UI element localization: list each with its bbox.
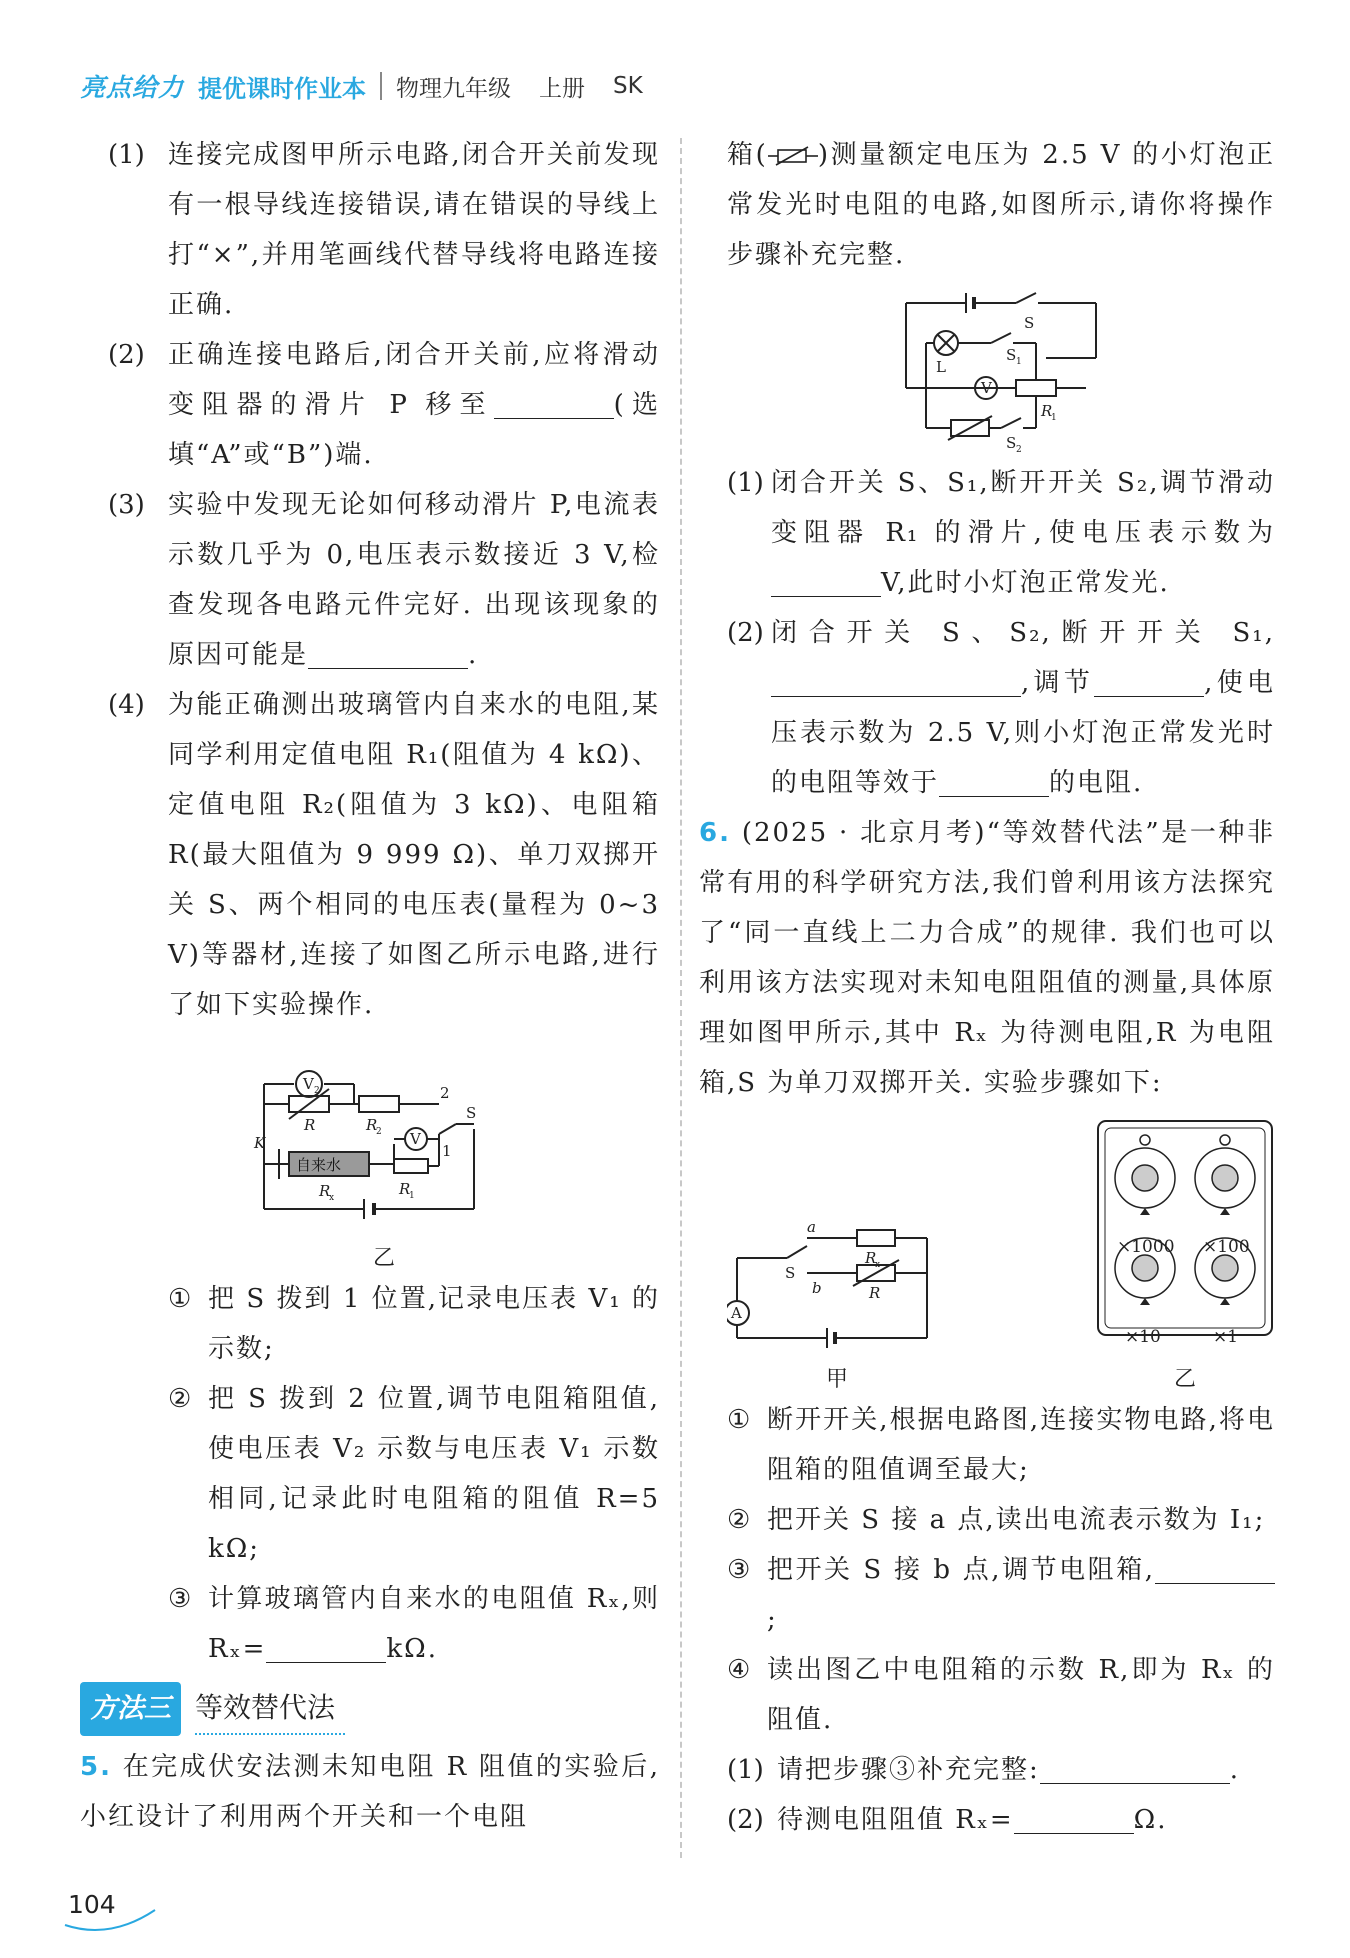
figure-row xyxy=(727,1118,1275,1395)
svg-text:V: V xyxy=(981,379,992,397)
q6-step-4: ④ 读出图乙中电阻箱的示数 R,即为 Rₓ 的阻值. xyxy=(727,1655,1275,1735)
svg-text:b: b xyxy=(812,1279,822,1297)
svg-text:S: S xyxy=(1006,434,1017,452)
q6-answer-2: (2) 待测电阻阻值 Rₓ= Ω. xyxy=(727,1805,1168,1835)
question-5-continued: 箱( )测量额定电压为 2.5 V 的小灯泡正常发光时电阻的电路,如图所示,请你将操作步骤补充完整. xyxy=(727,140,1275,270)
svg-text:R: R xyxy=(319,1182,331,1200)
circuit-diagram-yi xyxy=(234,1044,534,1244)
svg-text:S: S xyxy=(466,1104,477,1122)
dial-label-100: ×100 xyxy=(1203,1237,1250,1257)
circuit-diagram-q5 xyxy=(896,288,1106,458)
svg-text:x: x xyxy=(875,1260,881,1270)
svg-text:V: V xyxy=(410,1130,421,1148)
q6-step-2: ② 把开关 S 接 a 点,读出电流表示数为 I₁; xyxy=(727,1505,1266,1535)
svg-text:1: 1 xyxy=(1016,357,1022,367)
svg-text:V: V xyxy=(303,1075,314,1093)
svg-text:R: R xyxy=(399,1180,411,1198)
resistance-box-symbol xyxy=(768,145,818,167)
svg-text:K: K xyxy=(254,1134,266,1152)
method-heading xyxy=(80,1682,660,1736)
edition-label: SK xyxy=(613,73,643,99)
dial-label-1000: ×1000 xyxy=(1117,1237,1175,1257)
question-4-part-2: (2) 正确连接电路后,闭合开关前,应将滑动变阻器的滑片 P 移至 (选填“A”或“B”)端. xyxy=(108,340,660,470)
answer-blank[interactable] xyxy=(308,638,468,669)
resistance-box xyxy=(1095,1118,1275,1348)
svg-text:1: 1 xyxy=(409,1191,415,1201)
left-column xyxy=(80,130,660,1842)
answer-blank[interactable] xyxy=(771,666,1021,697)
svg-text:R: R xyxy=(366,1116,378,1134)
question-4-part-1: (1) 连接完成图甲所示电路,闭合开关前发现有一根导线连接错误,请在错误的导线上打“×”,并用笔画线代替导线将电路连接正确. xyxy=(108,140,660,320)
answer-blank[interactable] xyxy=(1014,1803,1134,1834)
page-header xyxy=(80,66,643,106)
dial-label-10: ×10 xyxy=(1125,1327,1161,1347)
answer-blank[interactable] xyxy=(771,566,881,597)
step-3: ③ 计算玻璃管内自来水的电阻值 Rₓ,则 Rₓ= kΩ. xyxy=(168,1584,660,1664)
svg-text:1: 1 xyxy=(442,1142,452,1160)
step-2: ② 把 S 拨到 2 位置,调节电阻箱阻值,使电压表 V₂ 示数与电压表 V₁ 示数相同,记录此时电阻箱的阻值 R=5 kΩ; xyxy=(168,1384,660,1564)
svg-text:A: A xyxy=(731,1304,742,1322)
question-number: 6. xyxy=(699,818,731,848)
svg-text:S: S xyxy=(1024,314,1035,332)
svg-text:x: x xyxy=(329,1193,335,1203)
svg-text:2: 2 xyxy=(314,1086,320,1096)
question-5-part-2: (2) 闭合开关 S、S₂,断开开关 S₁,,调节 ,使电压表示数为 2.5 V,则小灯泡正常发光时的电阻等效于 的电阻. xyxy=(727,618,1276,798)
question-number: 5. xyxy=(80,1752,112,1782)
svg-text:自来水: 自来水 xyxy=(296,1156,342,1174)
question-5-part-1: (1) 闭合开关 S、S₁,断开开关 S₂,调节滑动变阻器 R₁ 的滑片,使电压表示数为 V,此时小灯泡正常发光. xyxy=(727,468,1275,598)
question-4-part-3: (3) 实验中发现无论如何移动滑片 P,电流表示数几乎为 0,电压表示数接近 3 V,检查发现各电路元件完好. 出现该现象的原因可能是 . xyxy=(108,490,660,670)
step-1: ① 把 S 拨到 1 位置,记录电压表 V₁ 的示数; xyxy=(168,1284,660,1364)
dial-label-1: ×1 xyxy=(1213,1327,1239,1347)
svg-text:R: R xyxy=(304,1116,316,1134)
q6-step-1: ① 断开开关,根据电路图,连接实物电路,将电阻箱的阻值调至最大; xyxy=(727,1405,1275,1485)
figure-caption: 乙 xyxy=(372,1246,395,1271)
svg-text:L: L xyxy=(936,358,946,376)
svg-text:R: R xyxy=(865,1249,877,1267)
column-divider xyxy=(680,138,682,1858)
question-6: 6. (2025 · 北京月考)“等效替代法”是一种非常有用的科学研究方法,我们曾利用该方法探究了“同一直线上二力合成”的规律. 我们也可以利用该方法实现对未知电阻阻值的测量,具体原理如图甲所示,其中 Rₓ 为待测电阻,R 为电阻箱,S 为单刀双掷开关. 实验步骤如下: xyxy=(699,818,1275,1098)
figure-jia xyxy=(727,1218,947,1395)
svg-text:2: 2 xyxy=(440,1084,450,1102)
q6-step-3: ③ 把开关 S 接 b 点,调节电阻箱,; xyxy=(727,1545,1275,1645)
svg-text:a: a xyxy=(807,1218,816,1236)
svg-text:2: 2 xyxy=(376,1127,382,1137)
method-title: 等效替代法 xyxy=(195,1683,345,1735)
question-5: 5. 在完成伏安法测未知电阻 R 阻值的实验后,小红设计了利用两个开关和一个电阻 xyxy=(80,1752,660,1832)
svg-text:S: S xyxy=(785,1264,796,1282)
figure-yi xyxy=(1095,1118,1275,1395)
brand-logo: 亮点给力 xyxy=(80,73,185,102)
header-divider xyxy=(380,72,382,100)
svg-text:2: 2 xyxy=(1016,445,1022,455)
answer-blank[interactable] xyxy=(494,388,614,419)
figure-caption: 乙 xyxy=(1173,1367,1196,1392)
series-title: 提优课时作业本 xyxy=(198,74,367,103)
q6-answer-1: (1) 请把步骤③补充完整: . xyxy=(727,1755,1241,1785)
answer-blank[interactable] xyxy=(939,766,1049,797)
question-4-part-4: (4) 为能正确测出玻璃管内自来水的电阻,某同学利用定值电阻 R₁(阻值为 4 kΩ)、定值电阻 R₂(阻值为 3 kΩ)、电阻箱 R(最大阻值为 9 999 Ω)、单刀双掷开关 S、两个相同的电压表(量程为 0~3 V)等器材,连接了如图乙所示电路,进行了如下实验操作. xyxy=(108,690,660,1020)
volume-label: 上册 xyxy=(539,75,586,102)
svg-text:1: 1 xyxy=(1051,413,1057,423)
figure-caption: 甲 xyxy=(825,1367,848,1392)
svg-text:R: R xyxy=(869,1284,881,1302)
circuit-diagram-jia xyxy=(727,1218,947,1348)
answer-blank[interactable] xyxy=(1040,1753,1230,1784)
svg-text:R: R xyxy=(1041,402,1053,420)
method-badge: 方法三 xyxy=(80,1682,181,1736)
svg-text:S: S xyxy=(1006,346,1017,364)
answer-blank[interactable] xyxy=(1155,1553,1275,1584)
page-number: 104 xyxy=(68,1890,116,1919)
right-column xyxy=(699,130,1276,1845)
answer-blank[interactable] xyxy=(266,1632,386,1663)
subject-label: 物理九年级 xyxy=(396,75,512,102)
answer-blank[interactable] xyxy=(1094,666,1204,697)
